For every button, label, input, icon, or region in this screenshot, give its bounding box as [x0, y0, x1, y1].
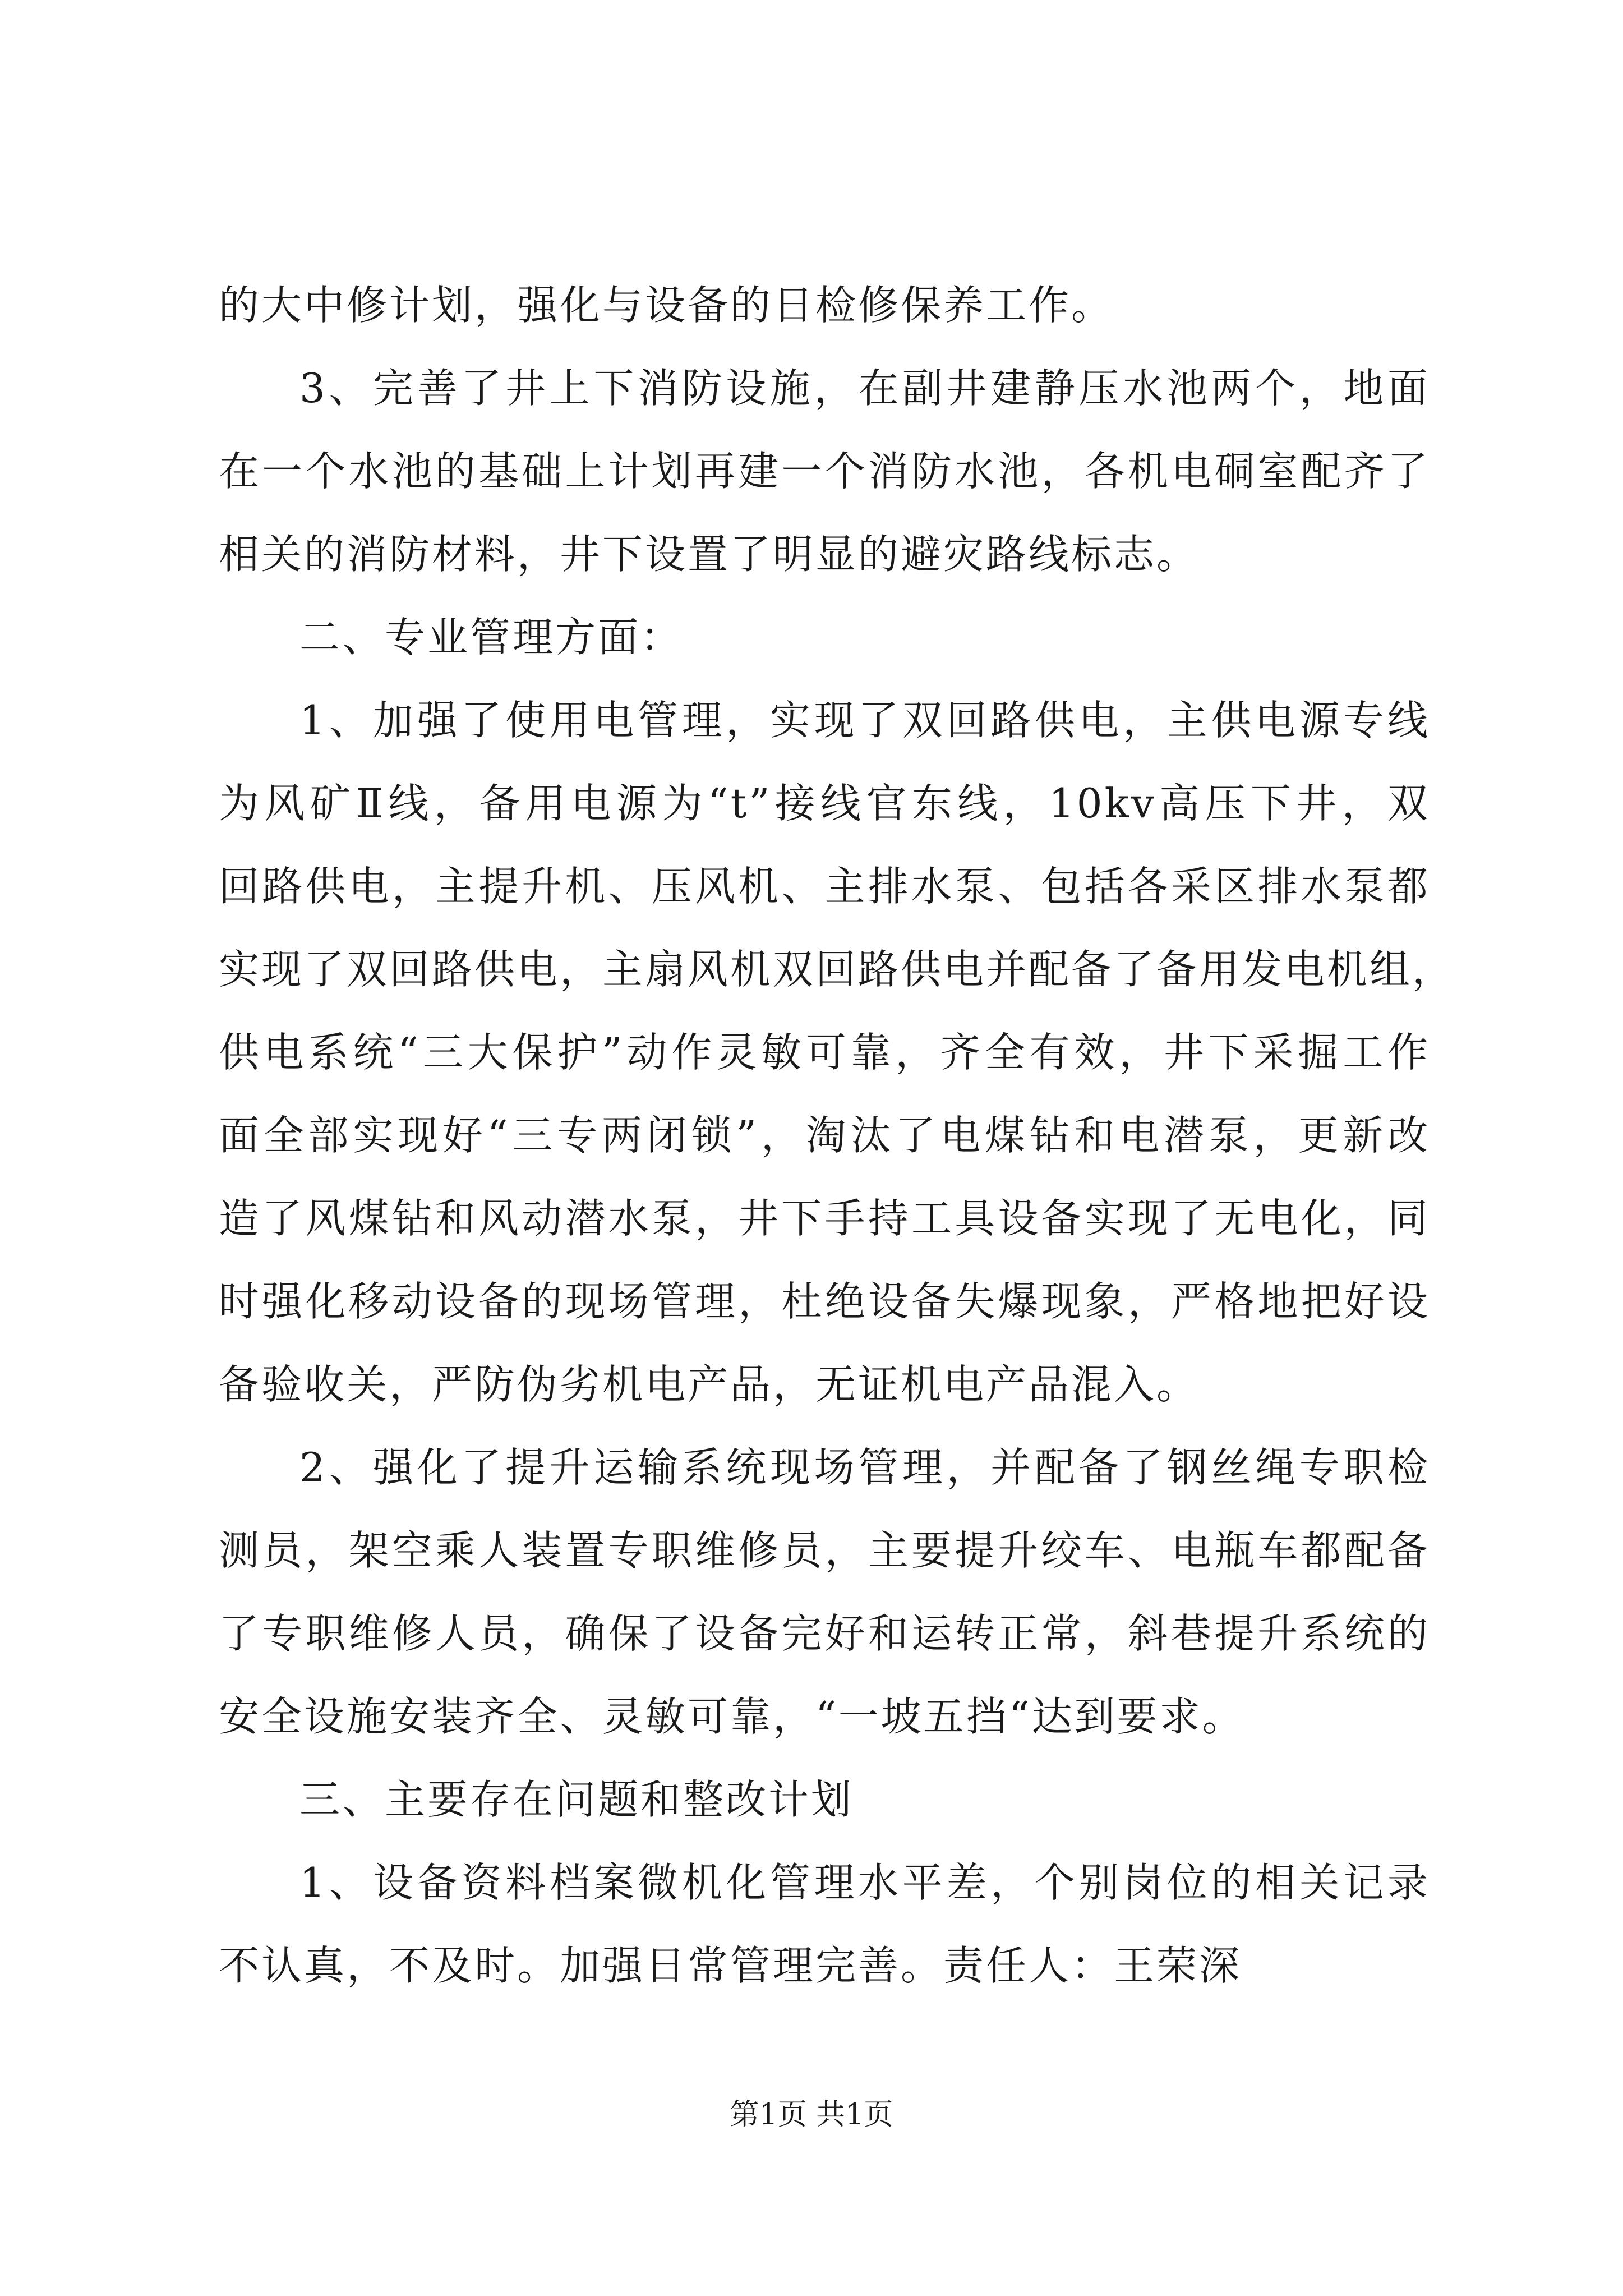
text-line: 实现了双回路供电，主扇风机双回路供电并配备了备用发电机组， [219, 946, 1455, 993]
text-line: 二、专业管理方面： [299, 614, 684, 661]
text-line: 在一个水池的基础上计划再建一个消防水池，各机电硐室配齐了 [219, 448, 1430, 495]
page-footer: 第1页 共1页 [730, 2098, 893, 2132]
text-line: 了专职维修人员，确保了设备完好和运转正常，斜巷提升系统的 [219, 1610, 1430, 1657]
text-line: 面全部实现好“三专两闭锁”，淘汰了电煤钻和电潜泵，更新改 [219, 1112, 1430, 1159]
text-line: 2、强化了提升运输系统现场管理，并配备了钢丝绳专职检 [299, 1444, 1430, 1491]
text-line: 测员，架空乘人装置专职维修员，主要提升绞车、电瓶车都配备 [219, 1527, 1430, 1574]
text-line: 供电系统“三大保护”动作灵敏可靠，齐全有效，井下采掘工作 [219, 1029, 1430, 1076]
text-line: 回路供电，主提升机、压风机、主排水泵、包括各采区排水泵都 [219, 863, 1430, 910]
text-line: 不认真，不及时。加强日常管理完善。责任人：王荣深 [219, 1942, 1242, 1989]
text-line: 安全设施安装齐全、灵敏可靠，“一坡五挡“达到要求。 [219, 1693, 1245, 1740]
text-line: 1、加强了使用电管理，实现了双回路供电，主供电源专线 [299, 697, 1430, 744]
text-line: 为风矿Ⅱ线，备用电源为“t”接线官东线，10kv高压下井，双 [219, 780, 1430, 827]
text-line: 1、设备资料档案微机化管理水平差，个别岗位的相关记录 [299, 1859, 1430, 1906]
text-line: 时强化移动设备的现场管理，杜绝设备失爆现象，严格地把好设 [219, 1278, 1430, 1325]
text-line: 相关的消防材料，井下设置了明显的避灾路线标志。 [219, 531, 1200, 578]
text-line: 的大中修计划，强化与设备的日检修保养工作。 [219, 282, 1114, 329]
document-body [219, 264, 1455, 2007]
text-line: 3、完善了井上下消防设施，在副井建静压水池两个，地面 [299, 365, 1430, 412]
text-line: 备验收关，严防伪劣机电产品，无证机电产品混入。 [219, 1361, 1200, 1408]
text-line: 三、主要存在问题和整改计划 [299, 1776, 854, 1823]
text-line: 造了风煤钻和风动潜水泵，井下手持工具设备实现了无电化，同 [219, 1195, 1430, 1242]
